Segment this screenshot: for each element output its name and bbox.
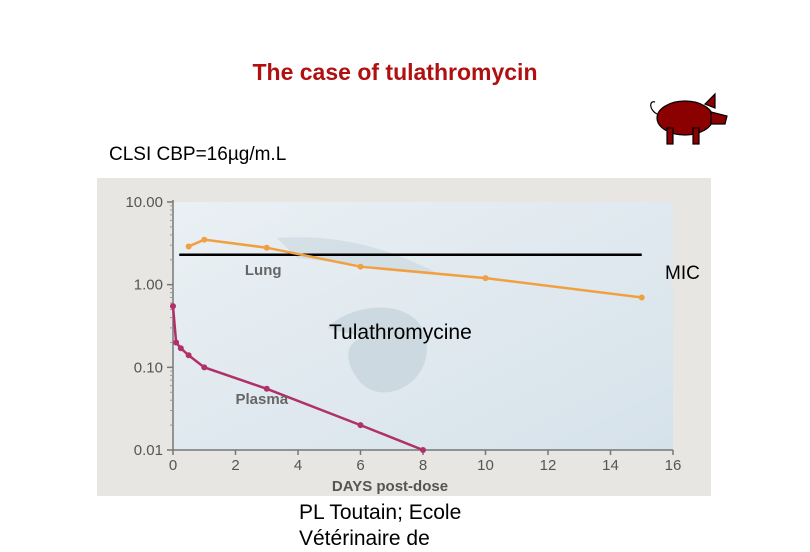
x-tick-label: 12 [539,457,557,474]
x-tick-label: 0 [168,457,178,474]
data-point-plasma [186,352,192,358]
data-point-plasma [201,364,207,370]
y-tick-label: 10.00 [125,194,163,211]
x-tick-label: 16 [664,457,682,474]
data-point-plasma [170,303,176,309]
x-axis-label: DAYS post-dose [331,478,449,495]
drug-label: Tulathromycine [329,321,472,344]
data-point-lung [186,243,192,249]
y-tick-label: 1.00 [133,276,163,294]
data-point-lung [639,294,645,300]
pig-icon [645,92,729,148]
x-tick-label: 2 [231,457,240,474]
x-tick-label: 6 [356,457,365,474]
x-tick-label: 4 [293,457,303,474]
series-label-plasma: Plasma [235,391,289,409]
series-label-lung: Lung [244,262,282,280]
y-tick-label: 0.10 [133,359,163,377]
data-point-plasma [420,447,426,453]
slide-title: The case of tulathromycin [252,59,538,85]
data-point-lung [264,245,270,251]
data-point-plasma [173,339,179,345]
x-tick-label: 10 [477,457,494,474]
mic-label: MIC [665,263,700,284]
data-point-lung [201,237,207,243]
y-tick-label: 0.01 [133,442,163,459]
x-tick-label: 8 [418,457,428,474]
x-tick-label: 14 [602,457,619,474]
data-point-lung [358,264,364,270]
data-point-plasma [358,422,364,428]
clsi-breakpoint-text: CLSI CBP=16µg/m.L [109,144,287,165]
data-point-lung [483,275,489,281]
author-credit: PL Toutain; Ecole Vétérinaire de [299,501,462,550]
data-point-plasma [178,345,184,351]
